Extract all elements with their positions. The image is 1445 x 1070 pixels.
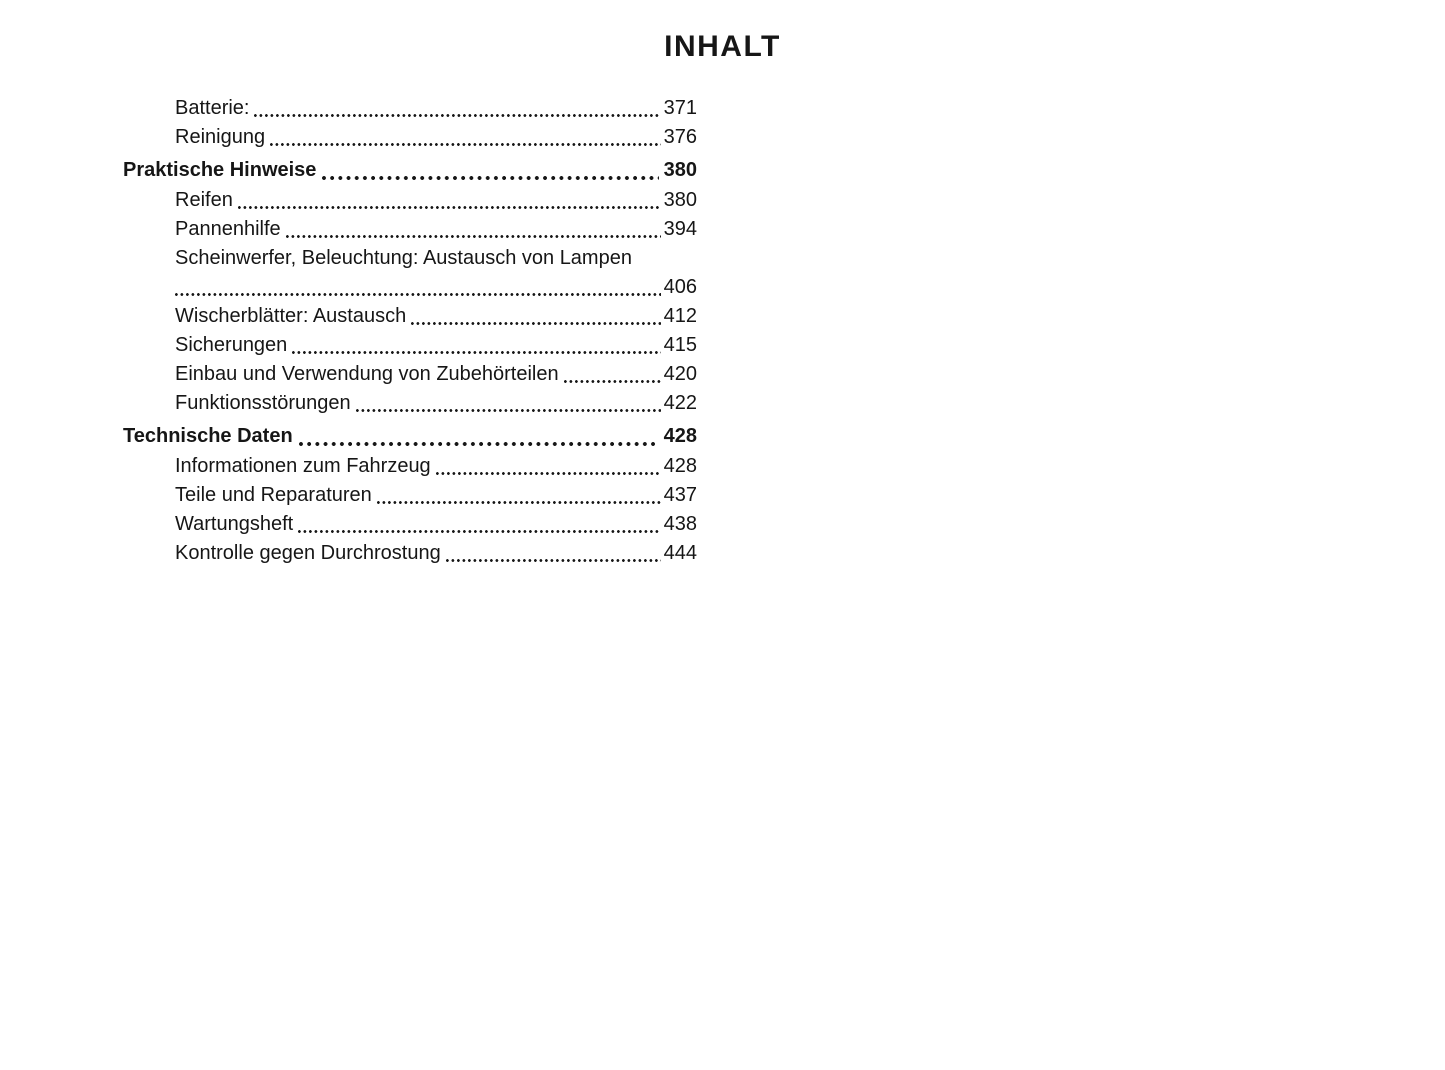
toc-entry-page: 437 <box>663 484 697 506</box>
toc-entry-label: Einbau und Verwendung von Zubehörteilen <box>175 363 559 385</box>
toc-entry[interactable] <box>123 302 697 331</box>
toc-entry-label: Pannenhilfe <box>175 218 281 240</box>
toc-entry[interactable] <box>123 156 697 185</box>
toc-entry-label: Teile und Reparaturen <box>175 484 372 506</box>
toc-entry[interactable] <box>123 539 697 568</box>
leader-dots <box>298 530 660 533</box>
leader-dots <box>356 409 661 412</box>
leader-dots <box>436 472 661 475</box>
toc-entry-page: 428 <box>663 425 697 447</box>
leader-dots <box>377 501 661 504</box>
leader-dots <box>175 293 661 296</box>
toc-entry-page: 380 <box>663 159 697 181</box>
toc-entry-label: Technische Daten <box>123 425 293 447</box>
toc-entry-label: Batterie: <box>175 97 250 119</box>
toc-entry-page: 415 <box>663 334 697 356</box>
toc-entry[interactable] <box>123 360 697 389</box>
toc-entry[interactable] <box>123 186 697 215</box>
toc-entry-page: 406 <box>663 276 697 298</box>
leader-dots <box>270 143 661 146</box>
toc-entry-page: 371 <box>663 97 697 119</box>
leader-dots <box>238 206 661 209</box>
toc-list <box>123 94 697 568</box>
toc-entry[interactable] <box>123 123 697 152</box>
toc-entry-page: 394 <box>663 218 697 240</box>
toc-entry-label: Reifen <box>175 189 233 211</box>
leader-dots <box>446 559 661 562</box>
leader-dots <box>254 114 660 117</box>
toc-entry-page: 412 <box>663 305 697 327</box>
toc-entry-label: Reinigung <box>175 126 266 148</box>
toc-entry[interactable] <box>123 481 697 510</box>
leader-dots <box>292 351 660 354</box>
toc-entry[interactable] <box>123 94 697 123</box>
toc-entry-page: 438 <box>663 513 697 535</box>
toc-entry[interactable] <box>123 510 697 539</box>
toc-entry[interactable] <box>123 452 697 481</box>
toc-entry-label: Praktische Hinweise <box>123 159 317 181</box>
toc-entry[interactable] <box>123 215 697 244</box>
toc-entry-page: 422 <box>663 392 697 414</box>
toc-entry-label: Sicherungen <box>175 334 288 356</box>
leader-dots <box>286 235 661 238</box>
leader-dots <box>322 176 658 180</box>
toc-entry-label: Wischerblätter: Austausch <box>175 305 407 327</box>
toc-entry[interactable] <box>123 244 697 302</box>
toc-entry[interactable] <box>123 389 697 418</box>
toc-entry-label: Funktionsstörungen <box>175 392 351 414</box>
leader-dots <box>299 442 659 446</box>
toc-entry-page: 444 <box>663 542 697 564</box>
toc-entry[interactable] <box>123 422 697 451</box>
toc-entry-label: Scheinwerfer, Beleuchtung: Austausch von Lampen <box>175 247 632 269</box>
toc-entry-page: 428 <box>663 455 697 477</box>
toc-entry-label: Wartungsheft <box>175 513 294 535</box>
toc-entry-page: 376 <box>663 126 697 148</box>
toc-entry[interactable] <box>123 331 697 360</box>
toc-entry-page: 380 <box>663 189 697 211</box>
toc-entry-page: 420 <box>663 363 697 385</box>
toc-entry-label: Kontrolle gegen Durchrostung <box>175 542 441 564</box>
toc-entry-label: Informationen zum Fahrzeug <box>175 455 431 477</box>
leader-dots <box>564 380 661 383</box>
leader-dots <box>411 322 660 325</box>
page-title: INHALT <box>664 30 781 63</box>
